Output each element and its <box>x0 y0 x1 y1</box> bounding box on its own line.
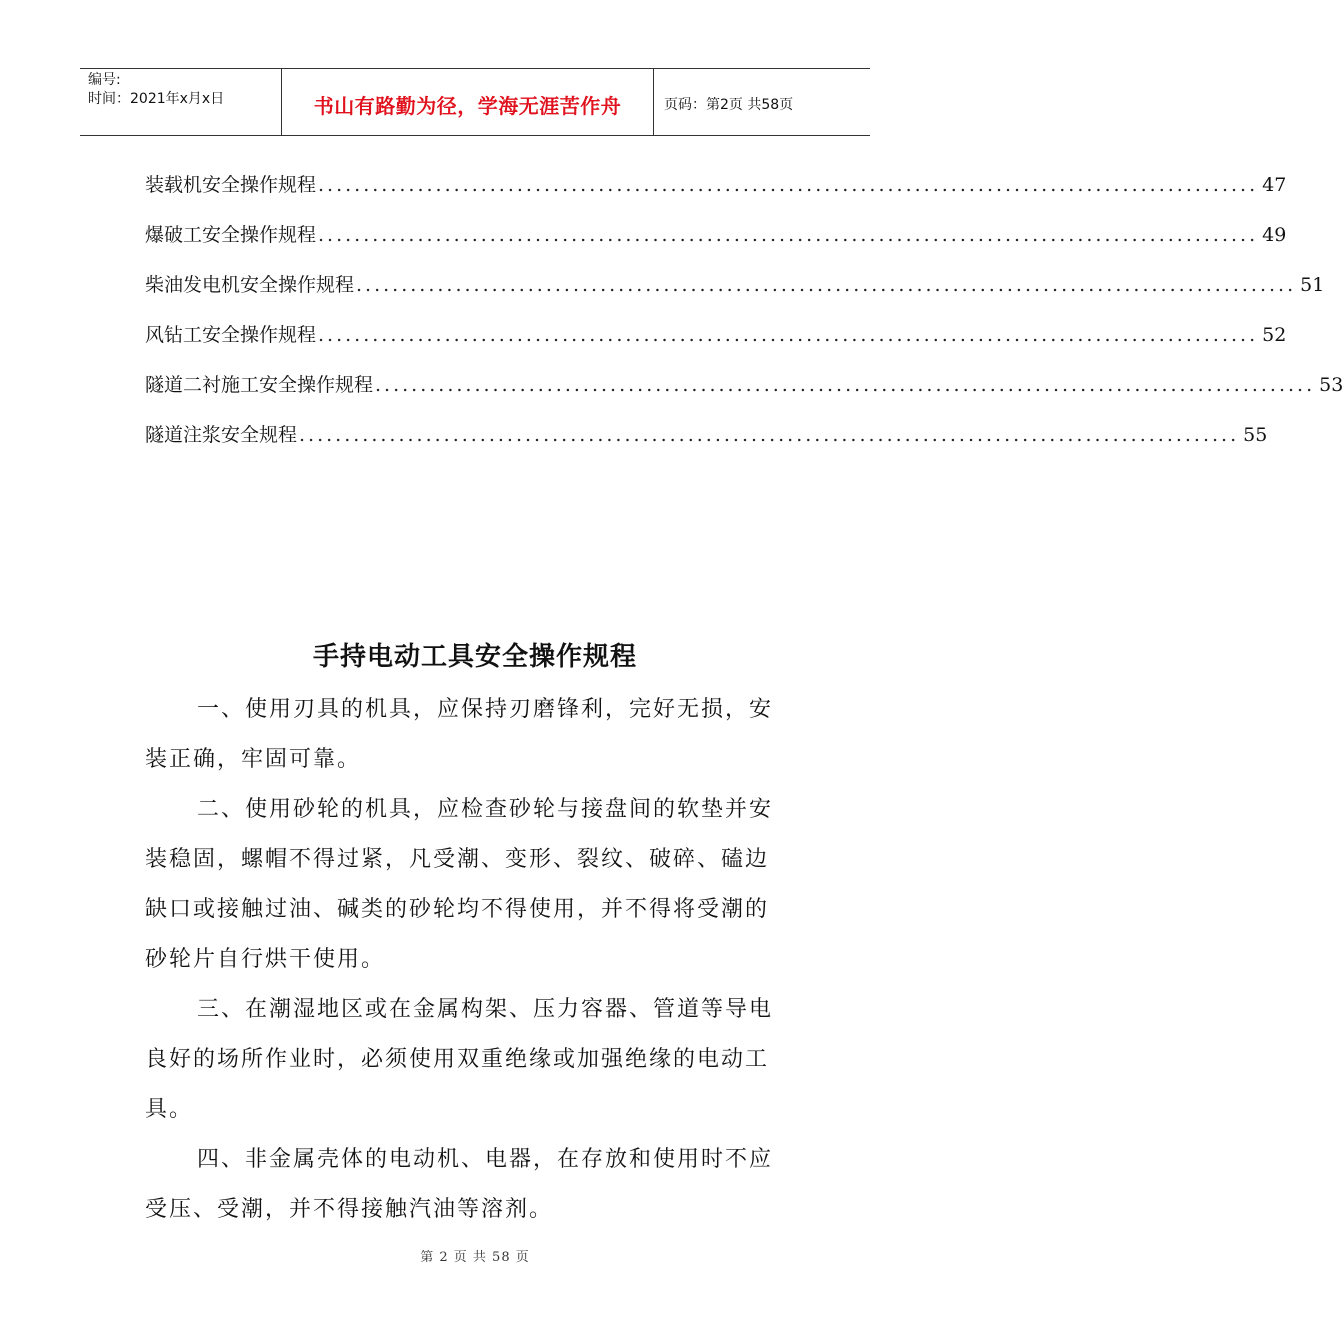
body-paragraph: 四、非金属壳体的电动机、电器，在存放和使用时不应受压、受潮，并不得接触汽油等溶剂。 <box>145 1147 774 1222</box>
toc-entry-title: 风钻工安全操作规程 <box>145 324 317 346</box>
header-meta <box>80 69 282 135</box>
toc-leader-dots: ........................................................................................................ <box>318 174 1259 196</box>
toc-entry[interactable] <box>145 218 1287 268</box>
body-paragraph: 二、使用砂轮的机具，应检查砂轮与接盘间的软垫并安装稳固，螺帽不得过紧，凡受潮、变形、裂纹、破碎、磕边缺口或接触过油、碱类的砂轮均不得使用，并不得将受潮的砂轮片自行烘干使用。 <box>145 797 774 972</box>
table-of-contents <box>145 168 1343 468</box>
toc-entry-page: 47 <box>1262 174 1287 196</box>
section-title: 手持电动工具安全操作规程 <box>312 642 637 672</box>
header-time-label: 时间：2021年x月x日 <box>88 91 225 107</box>
body-paragraph: 三、在潮湿地区或在金属构架、压力容器、管道等导电良好的场所作业时，必须使用双重绝缘或加强绝缘的电动工具。 <box>145 997 774 1122</box>
toc-leader-dots: ........................................................................................................ <box>356 274 1297 296</box>
toc-leader-dots: ........................................................................................................ <box>318 224 1259 246</box>
toc-entry-title: 装载机安全操作规程 <box>145 174 317 196</box>
toc-entry[interactable] <box>145 418 1268 468</box>
toc-entry-page: 53 <box>1319 374 1343 396</box>
page-header <box>80 68 870 136</box>
header-slogan: 书山有路勤为径，学海无涯苦作舟 <box>282 69 654 135</box>
toc-entry-title: 柴油发电机安全操作规程 <box>145 274 355 296</box>
toc-entry[interactable] <box>145 368 1343 418</box>
page-footer: 第 2 页 共 58 页 <box>420 1250 530 1265</box>
toc-entry-page: 51 <box>1300 274 1325 296</box>
section-body <box>145 685 790 1235</box>
toc-leader-dots: ........................................................................................................ <box>375 374 1316 396</box>
toc-entry-title: 隧道二衬施工安全操作规程 <box>145 374 374 396</box>
toc-entry-title: 隧道注浆安全规程 <box>145 424 298 446</box>
header-page-info: 页码：第2页 共58页 <box>664 97 794 113</box>
body-paragraph: 一、使用刃具的机具，应保持刃磨锋利，完好无损，安装正确，牢固可靠。 <box>145 697 774 772</box>
toc-leader-dots: ........................................................................................................ <box>318 324 1259 346</box>
toc-entry-title: 爆破工安全操作规程 <box>145 224 317 246</box>
toc-entry-page: 52 <box>1262 324 1287 346</box>
toc-entry-page: 49 <box>1262 224 1287 246</box>
header-number-label: 编号: <box>88 72 121 88</box>
toc-entry-page: 55 <box>1243 424 1268 446</box>
toc-entry[interactable] <box>145 268 1325 318</box>
toc-leader-dots: ........................................................................................................ <box>299 424 1240 446</box>
toc-entry[interactable] <box>145 168 1287 218</box>
toc-entry[interactable] <box>145 318 1287 368</box>
